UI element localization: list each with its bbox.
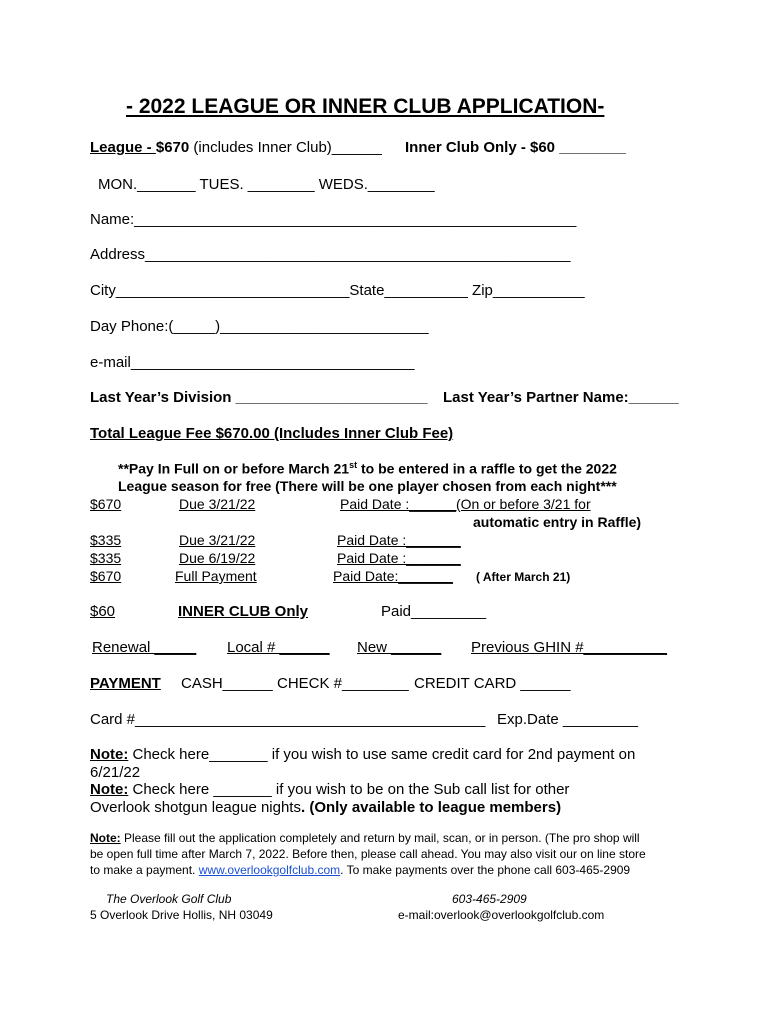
note-sub-list-text: Check here _______ if you wish to be on the Sub call list for other — [128, 781, 570, 798]
league-price: $670 — [155, 139, 190, 156]
store-link[interactable]: www.overlookgolfclub.com — [198, 863, 341, 877]
day-phone-field[interactable]: Day Phone:(_____)_________________________ — [90, 318, 429, 335]
page-title: - 2022 LEAGUE OR INNER CLUB APPLICATION- — [126, 95, 605, 118]
instructions-text-3b: . To make payments over the phone call 603-465-2909 — [340, 863, 631, 877]
last-year-partner-field[interactable]: Last Year’s Partner Name:______ — [443, 389, 679, 406]
instructions-text-1: Please fill out the application completely and return by mail, scan, or in person. (The pro shop will — [120, 831, 640, 845]
payment-row-2-due: Due 3/21/22 — [179, 532, 256, 548]
note-sub-list-cont-a: Overlook shotgun league nights — [90, 799, 301, 816]
payment-row-1-paid[interactable] — [340, 496, 591, 512]
payment-row-1-paid-text: Paid Date :______(On or before 3/21 for — [340, 496, 591, 512]
instructions-line-2: be open full time after March 7, 2022. Before then, please call ahead. You may also visit our on line store — [90, 847, 646, 861]
inner-club-amount: $60 — [90, 603, 116, 620]
instructions-line-3 — [90, 863, 630, 877]
note-sub-list-cont-b: . (Only available to league members) — [300, 799, 562, 816]
name-field[interactable]: Name:_____________________________________________________ — [90, 211, 577, 228]
league-option[interactable] — [90, 139, 382, 156]
club-address: 5 Overlook Drive Hollis, NH 03049 — [90, 908, 273, 922]
note-sub-list[interactable] — [90, 781, 569, 798]
instructions-line-1 — [90, 831, 640, 845]
club-email[interactable]: e-mail:overlook@overlookgolfclub.com — [398, 908, 605, 922]
total-fee-heading: Total League Fee $670.00 (Includes Inner Club Fee) — [90, 425, 454, 442]
email-field[interactable]: e-mail__________________________________ — [90, 354, 415, 371]
credit-card-field[interactable]: CREDIT CARD ______ — [414, 675, 571, 692]
instructions-text-3a: to make a payment. — [90, 863, 199, 877]
raffle-line-1 — [118, 460, 617, 477]
payment-row-3-amount: $335 — [90, 550, 122, 566]
payment-row-4-paid[interactable]: Paid Date:_______ — [333, 568, 453, 584]
payment-row-2-paid[interactable]: Paid Date :_______ — [337, 532, 461, 548]
payment-row-3-paid[interactable]: Paid Date :_______ — [337, 550, 461, 566]
address-field[interactable]: Address___________________________________________________ — [90, 246, 571, 263]
note-sub-list-cont — [90, 799, 561, 816]
raffle-superscript: st — [349, 460, 358, 470]
inner-club-option[interactable]: Inner Club Only - $60 ________ — [405, 139, 626, 156]
club-name: The Overlook Golf Club — [106, 892, 232, 906]
raffle-line-2: League season for free (There will be one player chosen from each night*** — [118, 478, 617, 494]
raffle-text-b: to be entered in a raffle to get the 2022 — [357, 460, 617, 477]
last-year-division-field[interactable]: Last Year’s Division _______________________ — [90, 389, 428, 406]
after-march-note: ( After March 21) — [476, 570, 571, 584]
note-label: Note: — [90, 746, 129, 763]
previous-ghin-field[interactable]: Previous GHIN #__________ — [471, 639, 667, 656]
payment-row-4-due: Full Payment — [175, 568, 257, 584]
payment-row-1-amount: $670 — [90, 496, 122, 512]
payment-label: PAYMENT — [90, 675, 161, 692]
payment-row-2-amount: $335 — [90, 532, 122, 548]
payment-row-1-paid-cont: automatic entry in Raffle) — [473, 514, 642, 530]
note-same-card-text: Check here_______ if you wish to use same credit card for 2nd payment on — [128, 746, 636, 763]
payment-row-3-due: Due 6/19/22 — [179, 550, 256, 566]
league-note: (includes Inner Club)______ — [189, 139, 382, 156]
note-same-card[interactable] — [90, 746, 635, 763]
local-number-field[interactable]: Local # ______ — [227, 639, 330, 656]
league-label: League - — [90, 139, 156, 156]
instructions-label: Note: — [90, 831, 121, 845]
city-state-zip-field[interactable]: City____________________________State__________ Zip___________ — [90, 282, 585, 299]
new-field[interactable]: New ______ — [357, 639, 442, 656]
note-same-card-date: 6/21/22 — [90, 764, 141, 781]
raffle-text-a: **Pay In Full on or before March 21 — [118, 460, 350, 477]
night-selection[interactable]: MON._______ TUES. ________ WEDS.________ — [98, 176, 435, 193]
check-field[interactable]: CHECK #________ — [277, 675, 409, 692]
inner-club-label: INNER CLUB Only — [178, 603, 309, 620]
inner-club-paid-field[interactable]: Paid_________ — [381, 603, 487, 620]
payment-row-4-amount: $670 — [90, 568, 122, 584]
note-label: Note: — [90, 781, 129, 798]
payment-row-1-due: Due 3/21/22 — [179, 496, 256, 512]
card-number-field[interactable]: Card #__________________________________________ — [90, 711, 486, 728]
renewal-field[interactable]: Renewal _____ — [92, 639, 197, 656]
cash-field[interactable]: CASH______ — [181, 675, 273, 692]
exp-date-field[interactable]: Exp.Date _________ — [497, 711, 638, 728]
club-phone: 603-465-2909 — [452, 892, 527, 906]
